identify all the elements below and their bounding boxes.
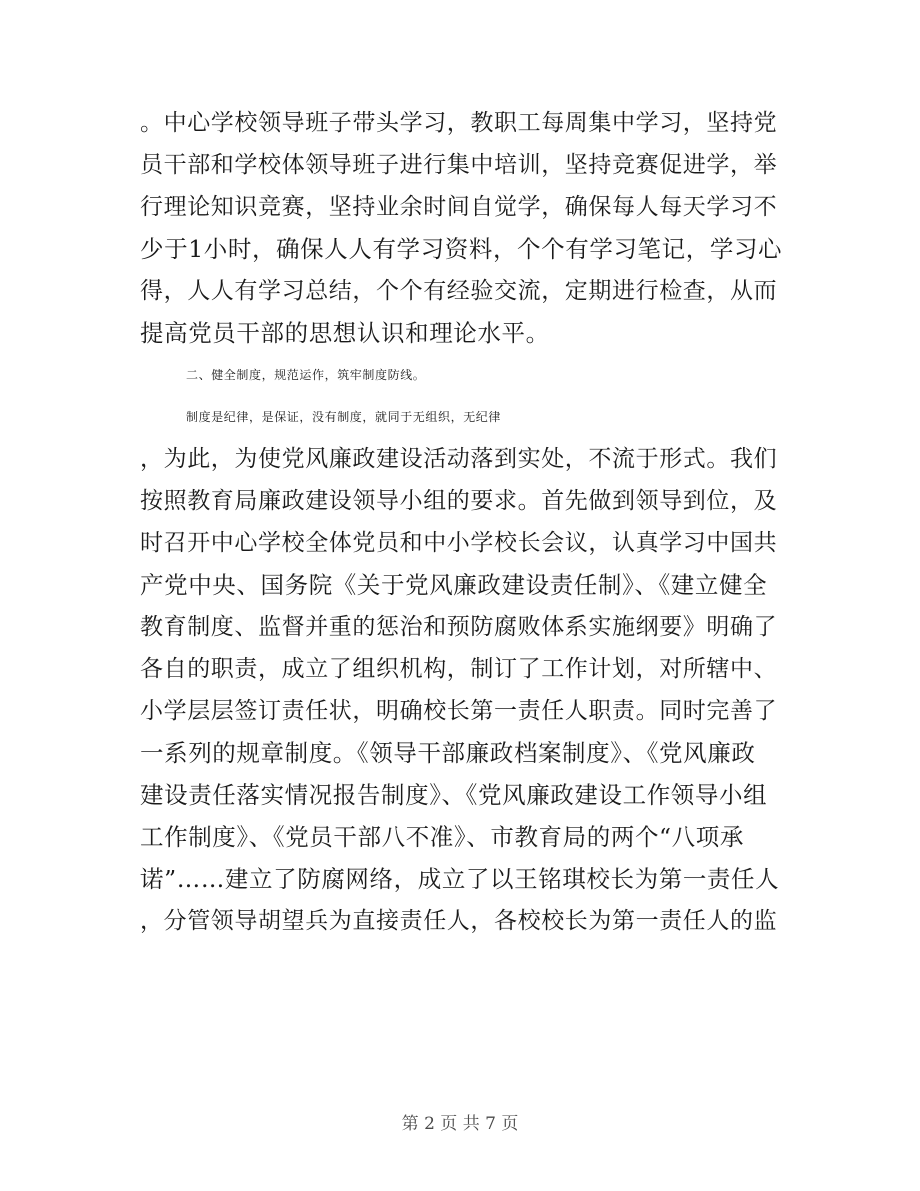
section-heading: 二、健全制度，规范运作，筑牢制度防线。 (186, 368, 426, 382)
body-text-line: 教育制度、监督并重的惩治和预防腐败体系实施纲要》明确了 (140, 614, 778, 640)
body-text-line: 各自的职责，成立了组织机构，制订了工作计划，对所辖中、 (140, 656, 778, 682)
body-text-line: 得，人人有学习总结，个个有经验交流，定期进行检查，从而 (140, 278, 778, 304)
body-text-line: 。中心学校领导班子带头学习，教职工每周集中学习，坚持党 (140, 110, 778, 136)
body-text-line: 工作制度》、《党员干部八不准》、市教育局的两个“八项承 (140, 823, 744, 851)
body-text-line: 提高党员干部的思想认识和理论水平。 (140, 319, 550, 347)
page-number-footer: 第 2 页 共 7 页 (401, 1114, 519, 1134)
body-text-line: 产党中央、国务院《关于党风廉政建设责任制》、《建立健全 (140, 571, 768, 599)
body-text-line: 少于1小时，确保人人有学习资料，个个有学习笔记，学习心 (140, 235, 783, 263)
body-text-line: 按照教育局廉政建设领导小组的要求。首先做到领导到位，及 (140, 488, 778, 514)
body-text-line: 员干部和学校体领导班子进行集中培训，坚持竞赛促进学，举 (140, 152, 778, 178)
body-text-line: ，分管领导胡望兵为直接责任人，各校校长为第一责任人的监 (140, 908, 778, 934)
paragraph-first-line: 制度是纪律，是保证，没有制度，就同于无组织，无纪律 (186, 410, 502, 424)
body-text-line: ，为此，为使党风廉政建设活动落到实处，不流于形式。我们 (140, 446, 778, 472)
body-text-line: 诺”……建立了防腐网络，成立了以王铭琪校长为第一责任人 (140, 865, 780, 893)
body-text-line: 行理论知识竞赛，坚持业余时间自觉学，确保每人每天学习不 (140, 194, 778, 220)
body-text-line: 时召开中心学校全体党员和中小学校长会议，认真学习中国共 (140, 530, 778, 556)
body-text-line: 小学层层签订责任状，明确校长第一责任人职责。同时完善了 (140, 698, 778, 724)
body-text-line: 建设责任落实情况报告制度》、《党风廉政建设工作领导小组 (140, 781, 768, 809)
body-text-line: 一系列的规章制度。《领导干部廉政档案制度》、《党风廉政 (140, 739, 756, 767)
